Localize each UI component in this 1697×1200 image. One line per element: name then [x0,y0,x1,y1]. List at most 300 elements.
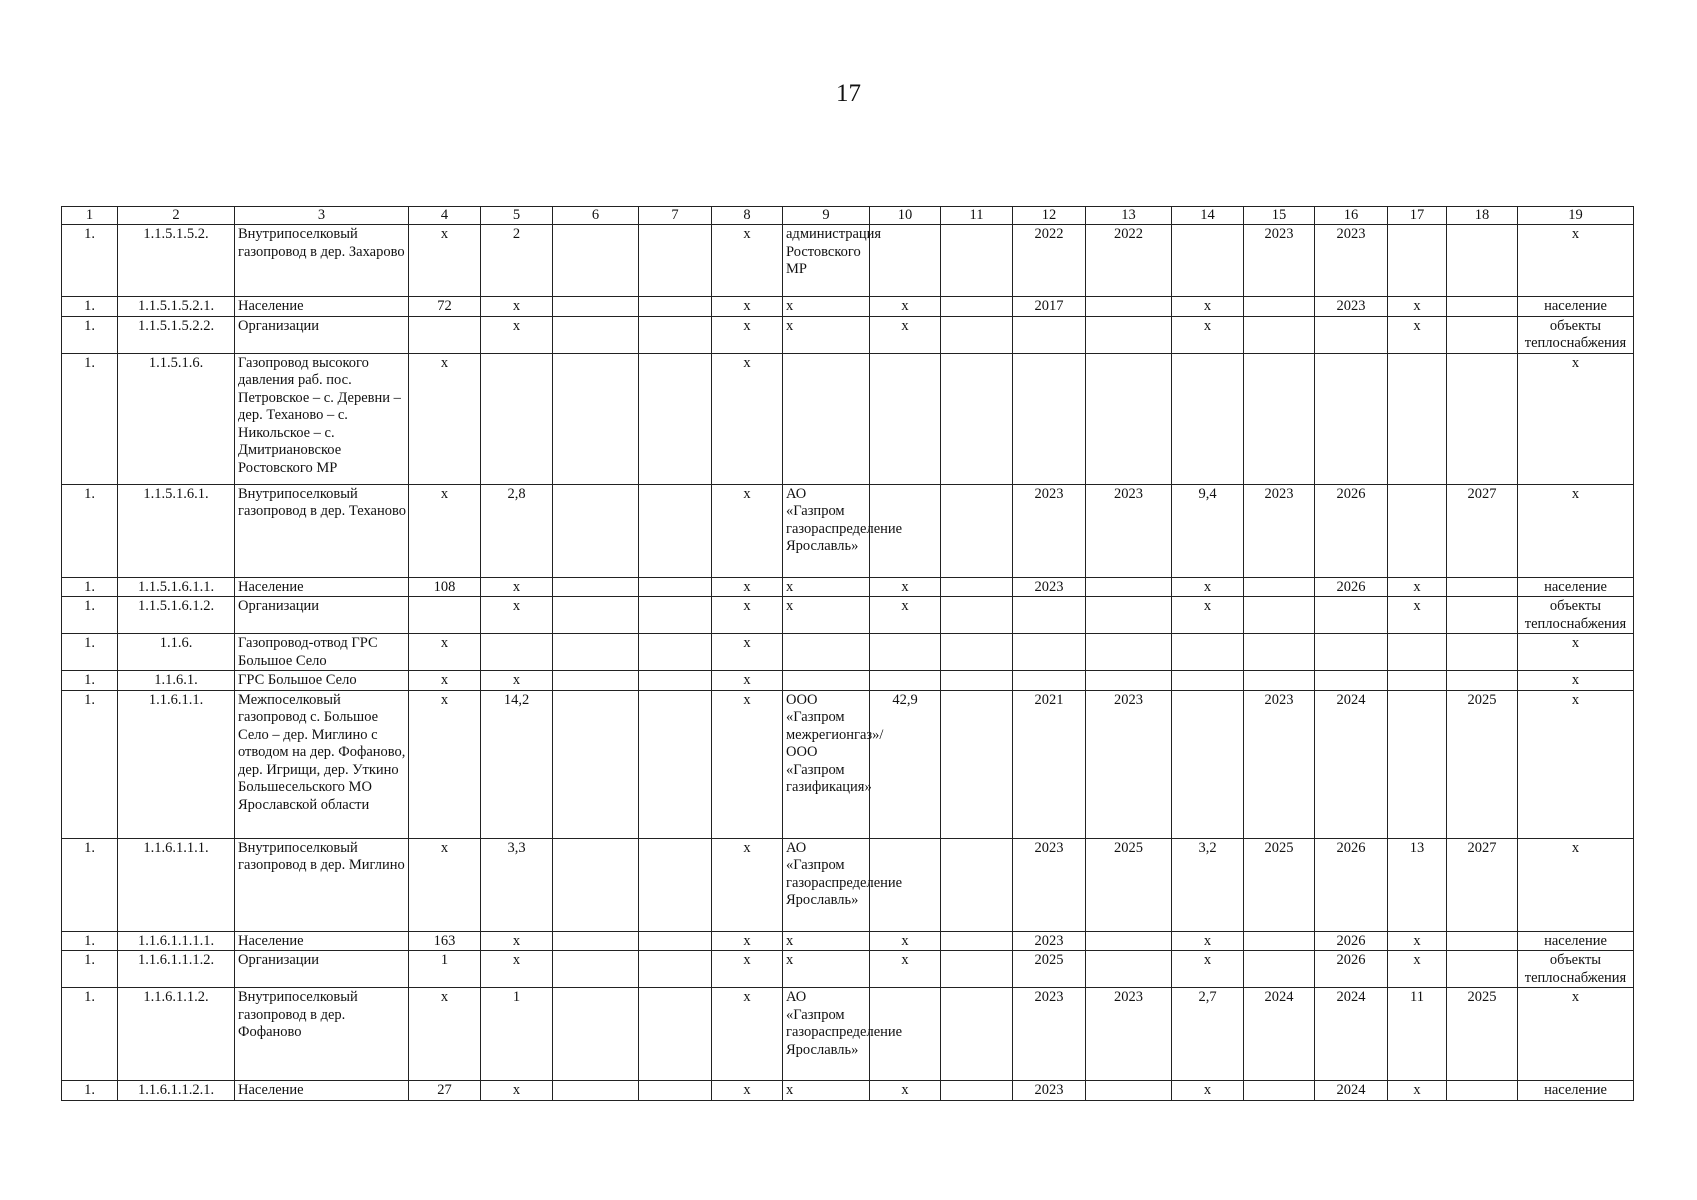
table-cell: 1. [62,988,118,1081]
table-cell [639,484,712,577]
table-cell: 1.1.6.1.1.1. [118,838,235,931]
header-row [62,207,1634,225]
table-cell [409,597,481,634]
table-cell: 2025 [1086,838,1172,931]
table-cell: 1.1.6.1.1. [118,690,235,838]
table-cell: 1.1.6.1. [118,671,235,691]
table-row [62,931,1634,951]
table-cell: Население [235,1081,409,1101]
table-cell [1086,671,1172,691]
table-cell: Организации [235,316,409,353]
table-cell [1447,931,1518,951]
column-header-18: 18 [1447,207,1518,225]
column-header-13: 13 [1086,207,1172,225]
column-header-12: 12 [1013,207,1086,225]
table-cell: х [481,577,553,597]
table-cell: х [783,316,870,353]
table-cell: Население [235,577,409,597]
table-cell: х [481,316,553,353]
table-cell: 1. [62,316,118,353]
table-cell: 1.1.5.1.6.1. [118,484,235,577]
table-cell [1244,316,1315,353]
table-cell: х [712,225,783,297]
table-cell: х [1388,597,1447,634]
table-cell [941,597,1013,634]
table-cell: х [783,597,870,634]
table-cell [639,671,712,691]
table-cell [553,316,639,353]
table-cell: администрация Ростовского МР [783,225,870,297]
table-cell [1244,951,1315,988]
table-header [62,207,1634,225]
table-cell: 2024 [1244,988,1315,1081]
table-cell [1388,225,1447,297]
table-cell [941,634,1013,671]
column-header-10: 10 [870,207,941,225]
table-cell [639,297,712,317]
table-cell: х [481,297,553,317]
table-cell [941,316,1013,353]
table-cell: 14,2 [481,690,553,838]
table-cell [1086,297,1172,317]
table-cell: Внутрипоселковый газопровод в дер. Захарово [235,225,409,297]
table-cell [1086,951,1172,988]
column-header-11: 11 [941,207,1013,225]
table-cell: ГРС Большое Село [235,671,409,691]
table-cell: Межпоселковый газопровод с. Большое Село – дер. Миглино с отводом на дер. Фофаново, дер. Игрищи, дер. Уткино Большесельского МО Ярославской области [235,690,409,838]
table-row [62,597,1634,634]
table-cell [1447,671,1518,691]
table-cell: 3,3 [481,838,553,931]
table-cell: 1. [62,353,118,484]
table-cell: 108 [409,577,481,597]
table-cell: х [712,988,783,1081]
table-cell [941,931,1013,951]
table-row [62,225,1634,297]
table-cell [1172,225,1244,297]
table-cell [1388,690,1447,838]
table-cell: х [712,577,783,597]
table-cell: 1 [409,951,481,988]
table-cell: х [1172,951,1244,988]
table-cell: х [481,951,553,988]
column-header-2: 2 [118,207,235,225]
table-cell [941,353,1013,484]
table-cell [553,225,639,297]
table-cell: население [1518,931,1634,951]
table-cell: х [712,316,783,353]
table-cell: х [712,297,783,317]
table-cell: х [1518,225,1634,297]
column-header-15: 15 [1244,207,1315,225]
table-cell [1086,577,1172,597]
page-number: 17 [836,80,861,107]
table-row [62,484,1634,577]
column-header-3: 3 [235,207,409,225]
table-cell [1086,316,1172,353]
table-cell: 2025 [1244,838,1315,931]
table-cell [553,951,639,988]
table-cell: х [870,1081,941,1101]
table-cell [783,671,870,691]
table-cell: х [1518,838,1634,931]
table-cell [553,577,639,597]
table-cell: 1.1.6.1.1.2.1. [118,1081,235,1101]
table-cell: 1.1.6.1.1.1.2. [118,951,235,988]
table-cell: 2,8 [481,484,553,577]
table-cell: х [1388,316,1447,353]
table-cell: 1 [481,988,553,1081]
table-cell: 1.1.6.1.1.1.1. [118,931,235,951]
table-cell: 11 [1388,988,1447,1081]
table-cell: х [1518,484,1634,577]
table-cell [553,1081,639,1101]
table-row [62,690,1634,838]
table-cell: х [1388,931,1447,951]
table-cell: Организации [235,597,409,634]
table-cell: х [712,484,783,577]
table-cell: х [712,597,783,634]
table-cell [1244,353,1315,484]
table-cell [1447,297,1518,317]
table-cell: х [1518,353,1634,484]
table-cell [639,988,712,1081]
table-cell: 1.1.5.1.5.2.2. [118,316,235,353]
table-cell: Население [235,297,409,317]
table-cell: х [783,1081,870,1101]
table-cell: 1.1.5.1.5.2. [118,225,235,297]
table-cell: х [481,1081,553,1101]
table-cell [1447,577,1518,597]
table-cell: х [783,931,870,951]
column-header-7: 7 [639,207,712,225]
table-cell [639,931,712,951]
table-cell: 1.1.6. [118,634,235,671]
table-row [62,316,1634,353]
table-cell [941,838,1013,931]
table-cell: 2023 [1315,225,1388,297]
table-cell: 2,7 [1172,988,1244,1081]
table-cell: 1.1.5.1.6.1.1. [118,577,235,597]
column-header-16: 16 [1315,207,1388,225]
table-cell: 3,2 [1172,838,1244,931]
table-cell: 2023 [1086,690,1172,838]
column-header-4: 4 [409,207,481,225]
table-cell: 1. [62,634,118,671]
table-cell [870,353,941,484]
table-cell: 1. [62,1081,118,1101]
table-cell: х [409,225,481,297]
table-cell [941,951,1013,988]
table-cell [639,577,712,597]
table-cell: х [870,577,941,597]
table-cell: 2023 [1013,484,1086,577]
table-cell [1013,353,1086,484]
table-cell: Внутрипоселковый газопровод в дер. Миглино [235,838,409,931]
table-cell: объекты теплоснабжения [1518,597,1634,634]
table-cell [1447,634,1518,671]
column-header-6: 6 [553,207,639,225]
table-cell [941,988,1013,1081]
table-cell: х [409,353,481,484]
table-row [62,577,1634,597]
table-cell: х [783,577,870,597]
table-cell [941,671,1013,691]
table-cell [639,690,712,838]
table-cell [1086,597,1172,634]
table-cell [639,1081,712,1101]
table-cell: 2023 [1013,838,1086,931]
table-cell: 2023 [1244,225,1315,297]
table-cell [1086,634,1172,671]
table-cell [553,634,639,671]
table-cell [941,1081,1013,1101]
table-cell: х [1172,297,1244,317]
table-cell [1447,353,1518,484]
table-cell: х [1518,634,1634,671]
table-cell [1172,634,1244,671]
table-cell: 163 [409,931,481,951]
table-cell [553,353,639,484]
table-cell [783,634,870,671]
column-header-9: 9 [783,207,870,225]
table-cell: 1. [62,225,118,297]
table-cell: х [712,690,783,838]
table-cell [1447,225,1518,297]
column-header-17: 17 [1388,207,1447,225]
table-cell: х [1518,671,1634,691]
table-cell [1172,353,1244,484]
table-cell: х [409,838,481,931]
table-cell [1244,297,1315,317]
table-cell: х [1388,951,1447,988]
table-cell [1086,1081,1172,1101]
table-cell [941,225,1013,297]
table-cell: х [870,951,941,988]
table-cell [639,353,712,484]
column-header-5: 5 [481,207,553,225]
table-cell: х [1388,577,1447,597]
table-cell [1086,931,1172,951]
table-cell [1086,353,1172,484]
table-row [62,671,1634,691]
table-cell [553,671,639,691]
table-cell [1244,1081,1315,1101]
table-cell: 1.1.5.1.6. [118,353,235,484]
table-cell: х [712,951,783,988]
table-cell: 1. [62,597,118,634]
table-cell: х [1172,577,1244,597]
table-cell [1447,597,1518,634]
table-cell: 2023 [1086,484,1172,577]
table-cell: х [712,1081,783,1101]
table-cell [553,931,639,951]
table-cell [1244,931,1315,951]
table-cell: 2026 [1315,931,1388,951]
table-cell [1244,577,1315,597]
table-cell: 2025 [1447,690,1518,838]
table-cell: 2023 [1013,988,1086,1081]
table-cell: х [870,597,941,634]
table-cell: х [712,671,783,691]
table-cell: АО «Газпром газораспределение Ярославль» [783,484,870,577]
table-cell: х [481,597,553,634]
table-cell [1244,634,1315,671]
table-cell: 2023 [1315,297,1388,317]
table-cell: 2025 [1447,988,1518,1081]
table-cell [941,577,1013,597]
table-cell: 27 [409,1081,481,1101]
table-cell: х [712,931,783,951]
table-cell: х [409,690,481,838]
table-cell: Внутрипоселковый газопровод в дер. Теханово [235,484,409,577]
table-cell [1388,353,1447,484]
table-cell: х [712,353,783,484]
table-cell [639,225,712,297]
table-cell [1315,316,1388,353]
table-cell [1315,597,1388,634]
table-cell [639,597,712,634]
table-cell [1447,316,1518,353]
table-cell: 2023 [1086,988,1172,1081]
table-cell [1244,597,1315,634]
table-cell: Внутрипоселковый газопровод в дер. Фофаново [235,988,409,1081]
table-cell: 1. [62,297,118,317]
table-cell: 2 [481,225,553,297]
table-cell: 2017 [1013,297,1086,317]
table-cell [783,353,870,484]
column-header-14: 14 [1172,207,1244,225]
table-cell: АО «Газпром газораспределение Ярославль» [783,988,870,1081]
table-cell: ООО «Газпром межрегионгаз»/ ООО «Газпром газификация» [783,690,870,838]
table-cell: 1. [62,690,118,838]
table-cell: х [1172,1081,1244,1101]
table-cell [941,484,1013,577]
table-cell: 2024 [1315,988,1388,1081]
table-cell: 72 [409,297,481,317]
table-cell: х [870,931,941,951]
table-cell [1447,951,1518,988]
table-cell: Газопровод-отвод ГРС Большое Село [235,634,409,671]
table-cell [1315,634,1388,671]
table-cell [1013,597,1086,634]
table-cell: 2027 [1447,484,1518,577]
table-cell: 2023 [1013,577,1086,597]
column-header-8: 8 [712,207,783,225]
table-cell: 2024 [1315,1081,1388,1101]
table-cell [941,690,1013,838]
table-cell: 2022 [1086,225,1172,297]
table-cell: 2022 [1013,225,1086,297]
table-cell: 1. [62,931,118,951]
table-cell: х [409,634,481,671]
table-cell: 1. [62,671,118,691]
table-cell [553,297,639,317]
table-row [62,353,1634,484]
table-cell [639,634,712,671]
table-cell: 1.1.5.1.5.2.1. [118,297,235,317]
table-cell: х [712,634,783,671]
table-cell: х [1172,931,1244,951]
table-cell [553,690,639,838]
table-cell: АО «Газпром газораспределение Ярославль» [783,838,870,931]
table-cell: х [1388,297,1447,317]
table-cell: 2026 [1315,577,1388,597]
table-cell: объекты теплоснабжения [1518,316,1634,353]
table-cell: х [409,671,481,691]
table-cell: 2026 [1315,838,1388,931]
table-cell [553,838,639,931]
table-cell: 1.1.6.1.1.2. [118,988,235,1081]
table-cell [639,316,712,353]
table-cell: 1. [62,838,118,931]
table-cell [639,951,712,988]
table-cell: 2025 [1013,951,1086,988]
table-cell: х [783,951,870,988]
table-cell: 1. [62,577,118,597]
column-header-1: 1 [62,207,118,225]
table-cell: х [783,297,870,317]
table-cell [1172,671,1244,691]
table-cell: 1.1.5.1.6.1.2. [118,597,235,634]
table-cell: 1. [62,951,118,988]
table-cell: х [1388,1081,1447,1101]
table-cell [1013,671,1086,691]
table-cell [553,988,639,1081]
table-cell: х [481,671,553,691]
table-cell: х [409,988,481,1081]
table-cell: Население [235,931,409,951]
table-cell: 42,9 [870,690,941,838]
table-cell: х [870,316,941,353]
table-cell: х [1172,316,1244,353]
table-cell: х [1518,988,1634,1081]
table-cell [1013,316,1086,353]
table-cell: Организации [235,951,409,988]
table-row [62,634,1634,671]
table-cell [870,634,941,671]
table-cell: х [1518,690,1634,838]
table-cell [1244,671,1315,691]
table-cell [553,597,639,634]
table-cell: 1. [62,484,118,577]
table-cell: х [1172,597,1244,634]
gas-pipeline-table [61,206,1634,1101]
table-cell [481,634,553,671]
table-cell: население [1518,297,1634,317]
table-cell [1388,671,1447,691]
table-cell: Газопровод высокого давления раб. пос. Петровское – с. Деревни – дер. Теханово – с. Никольское – с. Дмитриановское Ростовского МР [235,353,409,484]
table-cell [1388,484,1447,577]
table-cell [1315,671,1388,691]
table-cell [481,353,553,484]
table-cell [639,838,712,931]
table-cell [1013,634,1086,671]
table-row [62,838,1634,931]
table-cell: 2023 [1013,931,1086,951]
table-cell: 2026 [1315,484,1388,577]
table-cell: х [870,297,941,317]
table-cell: 2027 [1447,838,1518,931]
table-body [62,225,1634,1101]
table-cell: 2023 [1244,690,1315,838]
table-cell: х [409,484,481,577]
table-cell: 2021 [1013,690,1086,838]
table-row [62,988,1634,1081]
table-row [62,951,1634,988]
table-cell: 2026 [1315,951,1388,988]
column-header-19: 19 [1518,207,1634,225]
